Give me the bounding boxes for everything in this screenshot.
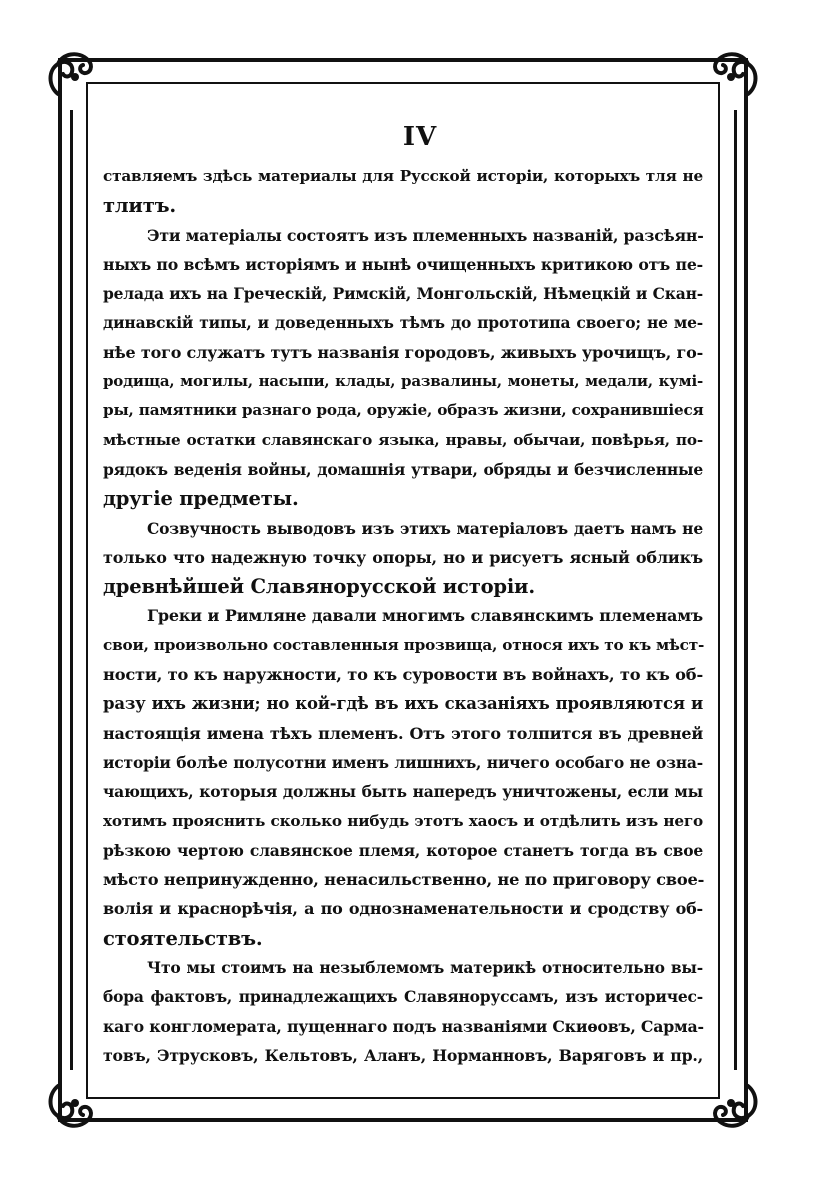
text-line: древнѣйшей Славянорусской исторіи. — [103, 575, 535, 599]
text-line: динавскій типы, и доведенныхъ тѣмъ до прототипа своего; не ме- — [103, 313, 703, 333]
text-line: волія и краснорѣчія, а по однознаменательности и сродству об- — [103, 899, 703, 919]
text-line: стоятельствъ. — [103, 926, 263, 950]
text-line: чающихъ, которыя должны быть напередъ уничтожены, если мы — [103, 782, 703, 802]
text-line: Созвучность выводовъ изъ этихъ матеріаловъ даетъ намъ не — [147, 518, 703, 538]
text-line: ности, то къ наружности, то къ суровости въ войнахъ, то къ об- — [103, 665, 703, 685]
corner-ornament-icon — [44, 1072, 106, 1134]
text-line: ры, памятники разнаго рода, оружіе, образъ жизни, сохранившіеся — [103, 401, 704, 420]
text-line: ныхъ по всѣмъ исторіямъ и нынѣ очищенныхъ критикою отъ пе- — [103, 254, 703, 274]
text-line: мѣстные остатки славянскаго языка, нравы, обычаи, повѣрья, по- — [103, 430, 703, 449]
text-line: мѣсто непринужденно, ненасильственно, не по приговору свое- — [103, 870, 705, 890]
right-side-rule — [734, 110, 737, 1070]
text-line: Эти матеріалы состоятъ изъ племенныхъ названій, разсѣян- — [147, 225, 704, 245]
text-line: товъ, Этрусковъ, Кельтовъ, Аланъ, Норманновъ, Варяговъ и пр., — [103, 1045, 703, 1065]
text-line: бора фактовъ, принадлежащихъ Славянорусcамъ, изъ историчес- — [103, 987, 703, 1007]
text-line: рядокъ веденія войны, домашнія утвари, обряды и безчисленные — [103, 459, 703, 479]
text-line: релада ихъ на Греческій, Римскій, Монгольскій, Нѣмецкій и Скан- — [103, 284, 703, 304]
text-line: другіе предметы. — [103, 487, 299, 511]
corner-ornament-icon — [700, 46, 762, 108]
text-line: только что надежную точку опоры, но и рисуетъ ясный обликъ — [103, 547, 703, 567]
left-side-rule — [70, 110, 73, 1070]
text-line: Что мы стоимъ на незыблемомъ материкѣ относительно вы- — [147, 958, 703, 978]
text-line: рѣзкою чертою славянское племя, которое станетъ тогда въ свое — [103, 840, 703, 860]
text-line: нѣе того служатъ тутъ названія городовъ, живыхъ урочищъ, го- — [103, 342, 704, 362]
text-line: ставляемъ здѣсь материалы для Русской исторіи, которыхъ тля не — [103, 167, 703, 185]
text-line: тлитъ. — [103, 194, 176, 218]
page-number: IV — [402, 122, 438, 152]
text-line: родища, могилы, насыпи, клады, развалины, монеты, медали, кумі- — [103, 372, 703, 391]
corner-ornament-icon — [44, 46, 106, 108]
text-line: хотимъ прояснить сколько нибудь этотъ хаосъ и отдѣлить изъ него — [103, 811, 703, 830]
corner-ornament-icon — [700, 1072, 762, 1134]
text-line: разу ихъ жизни; но кой-гдѣ въ ихъ сказаніяхъ проявляются и — [103, 694, 703, 714]
body-text — [103, 162, 703, 1070]
text-line: настоящія имена тѣхъ племенъ. Отъ этого толпится въ древней — [103, 723, 703, 743]
text-line: Греки и Римляне давали многимъ славянскимъ племенамъ — [147, 606, 703, 626]
text-line: исторіи болѣе полусотни именъ лишнихъ, ничего особаго не озна- — [103, 752, 703, 772]
text-line: каго конгломерата, пущеннаго подъ названіями Скиѳовъ, Сарма- — [103, 1016, 704, 1036]
text-line: свои, произвольно составленныя прозвища, относя ихъ то къ мѣст- — [103, 635, 705, 654]
